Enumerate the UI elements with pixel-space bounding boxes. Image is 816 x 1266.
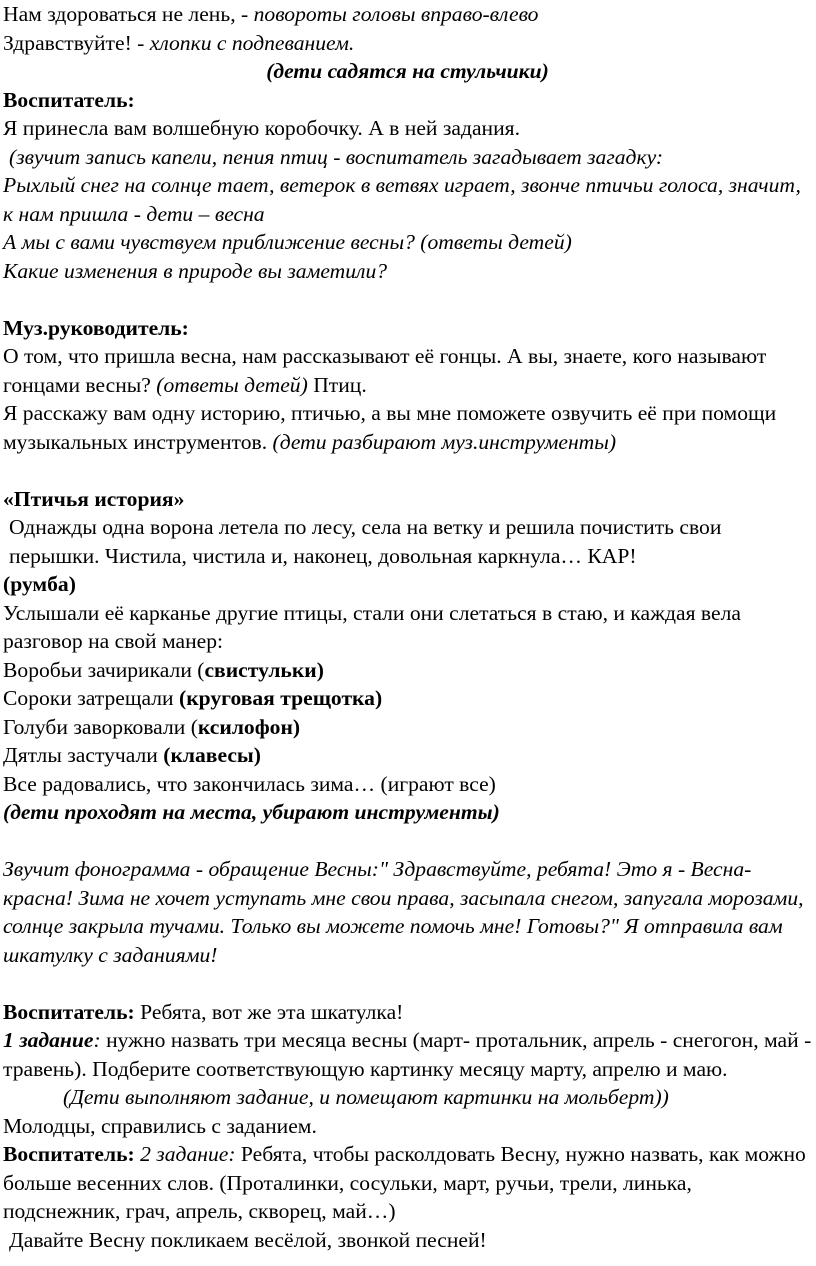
closing-line: Давайте Весну покликаем весёлой, звонкой песней! [9,1227,487,1252]
teacher-line-2 [3,998,812,1027]
music-p1-text: О том, что пришла весна, нам рассказывают её гонцы. А вы, знаете, кого называют гонцами весны? [3,344,767,397]
task-2 [3,1140,812,1226]
intro-line-3: (дети садятся на стульчики) [266,59,549,83]
riddle-text: Рыхлый снег на солнце тает, ветерок в ветвях играет, звонче птичьи голоса, значит, к нам пришла - дети – весна [3,173,801,226]
story-title: «Птичья история» [3,486,185,511]
intro-line-1 [3,0,812,29]
bird-line-text: Воробьи зачирикали ( [3,657,205,682]
teacher-text-1: Я принесла вам волшебную коробочку. А в ней задания. [3,116,521,140]
bird-line-2 [3,684,812,713]
teacher-label-1: Воспитатель: [3,87,135,112]
task-1 [3,1026,812,1083]
intro-line-1-text: Нам здороваться не лень, - [3,2,254,26]
music-director-label: Муз.руководитель: [3,315,189,340]
bird-line-instrument: ксилофон) [197,714,301,739]
story-end: Все радовались, что закончилась зима… (играют все) [3,771,496,796]
task-1-text: нужно назвать три месяца весны (март- протальник, апрель - снегогон, май - травень). Подберите соответствующую картинку месяцу марту, апрелю и маю. [3,1028,812,1081]
spacer [3,285,812,314]
bird-line-instrument: (круговая трещотка) [179,686,383,710]
teacher-label-2: Воспитатель: [3,999,135,1024]
bird-line-3 [3,713,812,742]
music-p1-answer: Птиц. [307,372,367,397]
bird-line-text: Сороки затрещали [3,686,180,710]
task-1-note: (Дети выполняют задание, и помещают картинки на мольберт)) [63,1085,669,1109]
music-p2-note: (дети разбирают муз.инструменты) [272,429,617,454]
intro-line-2-note: хлопки с подпеванием. [149,30,355,55]
bird-line-instrument: (клавесы) [163,743,261,767]
music-p1-note: (ответы детей) [156,372,308,397]
music-p2-text: Я расскажу вам одну историю, птичью, а вы мне поможете озвучить её при помощи музыкальных инструментов. [3,401,777,454]
bird-line-1 [3,656,812,685]
riddle-question-2: Какие изменения в природе вы заметили? [3,258,388,283]
bird-line-text: Голуби заворковали ( [3,714,198,739]
teacher-label-3: Воспитатель: [3,1142,135,1166]
spacer [3,456,812,485]
riddle-intro: (звучит запись капели, пения птиц - воспитатель загадывает загадку: [9,144,664,169]
music-paragraph-2 [3,399,812,456]
intro-line-1-note: повороты головы вправо-влево [253,2,539,26]
story-paragraph-2: Услышали её карканье другие птицы, стали они слетаться в стаю, и каждая вела разговор на свой манер: [3,600,741,653]
intro-line-2 [3,29,812,58]
riddle-question-1: А мы с вами чувствуем приближение весны? (ответы детей) [3,230,572,254]
task-2-text: Ребята, чтобы расколдовать Весну, нужно назвать, как можно больше весенних слов. (Проталинки, сосульки, март, ручьи, трели, линька, подснежник, грач, апрель, скворец, май…) [3,1142,806,1223]
intro-line-2-text: Здравствуйте! - [3,30,150,55]
story-end-note: (дети проходят на места, убирают инструменты) [3,800,500,824]
task-1-label: 1 задание [3,1028,94,1052]
bird-line-4 [3,741,812,770]
music-paragraph-1 [3,342,812,399]
bird-line-text: Дятлы застучали [3,743,164,767]
teacher-text-2: Ребята, вот же эта шкатулка! [134,999,404,1024]
story-rumba: (румба) [3,572,76,596]
bird-line-instrument: свистульки) [204,657,324,682]
phonogram-text: Звучит фонограмма - обращение Весны:" Здравствуйте, ребята! Это я - Весна-красна! Зима не хочет уступать мне свои права, засыпала снегом, запугала морозами, солнце закрыла тучами. Только вы можете помочь мне! Готовы?" Я отправила вам шкатулку с заданиями! [3,857,804,967]
spacer [3,969,812,998]
spacer [3,827,812,856]
story-paragraph-1: Однажды одна ворона летела по лесу, села на ветку и решила почистить свои перышки. Чистила, чистила и, наконец, довольная каркнула… КАР! [9,515,722,568]
task-1-colon: : [93,1028,101,1052]
praise-line: Молодцы, справились с заданием. [3,1113,317,1138]
task-2-label: 2 задание: [134,1142,236,1166]
